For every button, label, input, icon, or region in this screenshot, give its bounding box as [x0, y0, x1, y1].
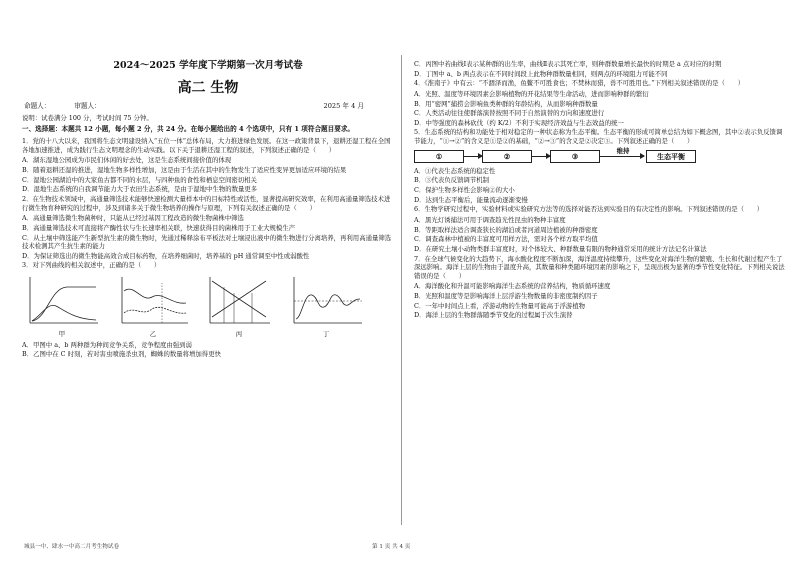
question-2: [22, 195, 394, 260]
q6-option-b: B．等距取样法适合调查狭长的湖泊或者河道周边植被的种群密度: [414, 225, 598, 234]
q4-option-a: A．光照、温度等环境因素会影响植物的开花结果等生命活动，进而影响种群的繁衍: [414, 89, 649, 98]
reviewer-label: 审题人：: [74, 101, 101, 110]
q5-concept-diagram: [414, 146, 786, 163]
graph-bing: [204, 273, 274, 331]
flow-arrow-label: 维持: [616, 146, 630, 155]
q5-option-d: D．达到生态平衡后，能量流动逐渐变慢: [414, 195, 528, 204]
flow-maintain-arrow: [600, 146, 646, 157]
q6-option-d: D．在研究土壤小动物类群丰富度时，对个体较大、种群数量有限的物种通常采用的统计方法记名计算法: [414, 244, 707, 253]
q1-option-c: C．湿地公园湖泊中的大家鱼古都不同的水层，与四种鱼的食性和栖息空间密切相关: [22, 175, 257, 184]
q4-option-b: B．用“密网”捕捞会影响鱼类种群的年龄结构，从而影响种群数量: [414, 99, 598, 108]
q7-option-c: C．一年中时间点上看，浮游动物的生物量可能高于浮游植物: [414, 301, 586, 310]
q1-option-b: B．随着退耕还湿的推进，湿地生物多样性增加，这是由于生活在其中的生物发生了适应性变异更加适应环境的结果: [22, 166, 347, 175]
q3-figures: [22, 273, 394, 331]
q6-option-c: C．调查森林中植被的丰富度可用样方法，需对各个样方取平均值: [414, 235, 598, 244]
exam-date: 2025 年 4 月: [323, 101, 364, 110]
q3-option-a: A．甲图中 a、b 两种群为种间竞争关系，竞争程度由强到弱: [22, 340, 192, 349]
flow-arrow: [532, 156, 550, 157]
right-column: [414, 0, 786, 321]
column-divider: [401, 55, 402, 525]
flow-box-1: ①: [414, 150, 464, 163]
fig-label-ding: 丁: [322, 330, 330, 339]
q5-stem: 5．生态系统的结构和功能处于相对稳定的一种状态称为生态平衡。生态平衡的形成可简单总结为如下概念图，其中②表示负反馈调节能力，“①→②”的含义是①是②的基础，“②→③”的含义是②决定③。下列叙述正确的是（ ）: [414, 128, 783, 146]
flow-arrow: [464, 156, 482, 157]
q6-option-a: A．黑光灯诱捕法可用于调查趋光性昆虫的物种丰富度: [414, 215, 566, 224]
question-7: [414, 255, 786, 320]
subject-title: 高二 生物: [177, 79, 239, 96]
q5-option-a: A．①代表生态系统的稳定性: [414, 166, 496, 175]
exam-note: 说明：试卷满分 100 分，考试时间 75 分钟。: [22, 113, 153, 122]
q7-option-a: A．海洋酸化和升温可能影响海洋生态系统的营养结构，物质循环速度: [414, 282, 611, 291]
fig-label-jia: 甲: [58, 330, 66, 339]
q6-stem: 6．生物学研究过程中，实验材料或实验研究方法等的选择对能否达到实验目的有决定性的影响。下列叙述错误的是（ ）: [414, 205, 764, 214]
graph-jia: [22, 273, 102, 331]
q3-stem: 3．对下列曲线的相关叙述中，正确的是（ ）: [22, 261, 161, 270]
q4-stem: 4．《淮南子》中有云：“不涸泽而渔，鱼鳖不可胜食也；不焚林而猎，兽不可胜用也。”下列相关叙述错误的是（ ）: [414, 79, 745, 88]
q3-option-b: B．乙图中在 C 时刻，若对害虫喷施杀虫剂，蜘蛛的数量将增加得更快: [22, 350, 221, 359]
q2-option-b: B．高通量筛选技术可直接将产酶性状与生长速率相关联，快速获得目的菌株用于工业大规模生产: [22, 223, 296, 232]
q3-option-c: C．丙图中若曲线Ⅰ表示某种群的出生率，曲线Ⅱ表示其死亡率，则种群数量增长最快的时期是 a 点对应的时期: [414, 60, 722, 68]
q5-option-c: C．保护生物多样性会影响②的大小: [414, 186, 515, 195]
question-6: [414, 205, 786, 253]
q1-stem: 1．党的十八大以来，我国将生态文明建设纳入“五位一体”总体布局，大力推进绿色发展。在这一政策背景下，退耕还湿工程在全国各地加速推进，成为践行生态文明理念的生动实践。以下关于退耕还湿工程的叙述，下列叙述正确的是（ ）: [22, 137, 391, 154]
q4-option-c: C．人类活动往往使群落演替按照不同于自然演替的方向和速度进行: [414, 109, 605, 118]
question-4: [414, 79, 786, 127]
q7-option-b: B．光照和温度等是影响海洋上层浮游生物数量的非密度制约因子: [414, 292, 598, 301]
q2-option-d: D．为保证筛选出的微生物能高效合成目标药物，在培养细菌时，培养基的 pH 通常调至中性或弱酸性: [22, 251, 310, 260]
question-5: [414, 128, 786, 204]
exam-title: 2024～2025 学年度下学期第一次月考试卷: [113, 60, 303, 71]
exam-meta: [24, 102, 394, 111]
q2-option-c: C．从土壤中筛选能产生新型抗生素的微生物时，先通过稀释涂布平板法对土壤浸出液中的微生物进行分离培养，再利用高通量筛选技术检测其产生抗生素的能力: [22, 233, 392, 251]
q1-option-a: A．湖东湿地公园成为市民们休闲的好去处，这是生态系统间接价值的体现: [22, 156, 232, 165]
left-column: [22, 0, 394, 360]
question-1: [22, 137, 394, 194]
section-heading: 一、选择题：本题共 12 小题，每小题 2 分，共 24 分。在每小题给出的 4 个选项中，只有 1 项符合题目要求。: [22, 125, 355, 134]
flow-box-3: ③: [550, 150, 600, 163]
flow-box-2: ②: [482, 150, 532, 163]
fig-label-yi: 乙: [149, 330, 157, 339]
q1-option-d: D．湿地生态系统的自我调节能力大于农田生态系统，是由于湿地中生物的数量更多: [22, 185, 258, 194]
footer-page-number: 第 1 页 共 4 页: [372, 544, 411, 550]
q7-option-d: D．海洋上层的生物群落随季节变化的过程属于次生演替: [414, 311, 573, 320]
q4-option-d: D．中等强度的森林砍伐（约 K/2）不利于实现经济效益与生态效益的统一: [414, 118, 624, 127]
graph-ding: [286, 273, 366, 331]
q3-option-d: D．丁图中 a、b 两点表示在不同时间段上此物种群数量相同，则两点的环境阻力可能不同: [414, 69, 668, 78]
q2-stem: 2．在生物技术领域中，高通量筛选技术能够快速检测大量样本中的目标特性或活性，显著提高研究效率，在利用高通量筛选技术进行微生物育种研究的过程中，涉及到诸多关于微生物培养的操作与原理，下列有关叙述正确的是（ ）: [22, 194, 391, 212]
author-label: 命题人：: [24, 101, 51, 110]
q2-option-a: A．高通量筛选微生物菌种时，只能从已经过基因工程改造的微生物菌株中筛选: [22, 214, 244, 223]
fig-label-bing: 丙: [235, 330, 243, 339]
q7-stem: 7．在全球气候变化的大趋势下，海水酸化程度不断加深，海洋温度持续攀升，这些变化对海洋生物的繁殖、生长和代谢过程产生了深远影响。海洋上层的生物由于温度升高，其数量和种类随环境因素的影响之下，呈现出极为显著的季节性变化特征。下列相关说法错误的是（ ）: [414, 254, 785, 280]
question-3: [22, 261, 394, 359]
footer-school: 城县一中、肆水一中高二月考生物试卷: [24, 544, 120, 550]
q5-option-b: B．③代表负反馈调节机制: [414, 176, 489, 185]
flow-box-balance: 生态平衡: [646, 150, 696, 163]
graph-yi: [114, 273, 192, 331]
